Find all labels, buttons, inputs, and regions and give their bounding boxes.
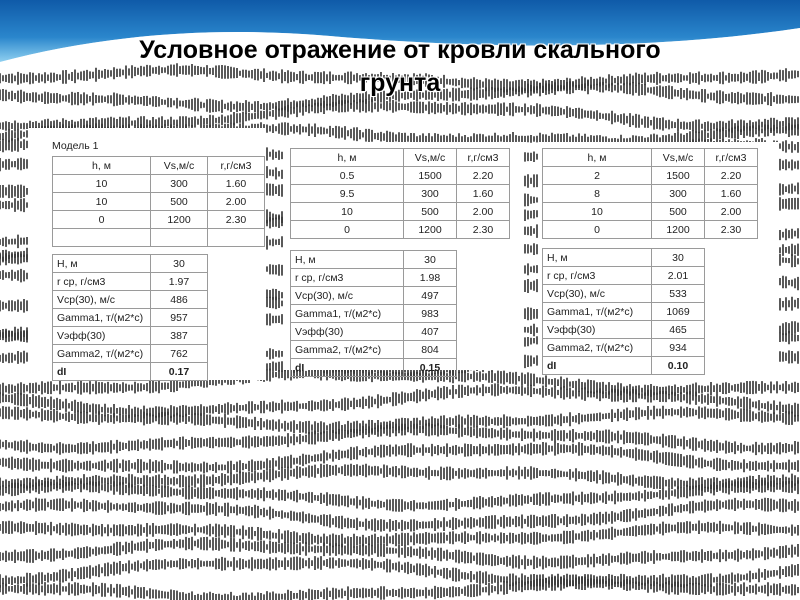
table-row bbox=[291, 305, 457, 323]
title-line-2: грунта bbox=[359, 69, 441, 97]
header-cell: h, м bbox=[53, 157, 151, 175]
table-row bbox=[543, 267, 705, 285]
header-cell: Vs,м/с bbox=[151, 157, 208, 175]
header-cell: r,г/см3 bbox=[208, 157, 265, 175]
param-value: 30 bbox=[404, 251, 457, 269]
param-value: 533 bbox=[652, 285, 705, 303]
table-row bbox=[291, 269, 457, 287]
param-label: Gamma1, т/(м2*с) bbox=[543, 303, 652, 321]
model-label: Модель 1 bbox=[52, 140, 99, 152]
table-row bbox=[543, 285, 705, 303]
table-row bbox=[53, 345, 208, 363]
table-cell: 9.5 bbox=[291, 185, 404, 203]
table-row bbox=[543, 167, 758, 185]
table-row bbox=[53, 309, 208, 327]
table-row bbox=[53, 193, 265, 211]
param-label: r ср, г/см3 bbox=[53, 273, 151, 291]
param-value: 934 bbox=[652, 339, 705, 357]
param-value: 486 bbox=[151, 291, 208, 309]
table-row bbox=[543, 303, 705, 321]
param-value: 387 bbox=[151, 327, 208, 345]
table-row bbox=[291, 185, 510, 203]
param-value: 0.15 bbox=[404, 359, 457, 377]
param-label: dI bbox=[291, 359, 404, 377]
table-row bbox=[543, 357, 705, 375]
table-row bbox=[291, 251, 457, 269]
header-cell: h, м bbox=[543, 149, 652, 167]
param-label: H, м bbox=[543, 249, 652, 267]
table-header-row bbox=[543, 149, 758, 167]
param-label: Vэфф(30) bbox=[53, 327, 151, 345]
table-row bbox=[291, 359, 457, 377]
param-label: Gamma1, т/(м2*с) bbox=[291, 305, 404, 323]
param-value: 497 bbox=[404, 287, 457, 305]
params-table bbox=[542, 248, 705, 375]
param-label: Gamma1, т/(м2*с) bbox=[53, 309, 151, 327]
layers-table bbox=[290, 148, 510, 239]
table-header-row bbox=[53, 157, 265, 175]
table-row bbox=[543, 249, 705, 267]
layers-table bbox=[52, 156, 265, 247]
table-cell: 8 bbox=[543, 185, 652, 203]
param-label: Gamma2, т/(м2*с) bbox=[543, 339, 652, 357]
params-table bbox=[290, 250, 457, 377]
param-label: Vэфф(30) bbox=[543, 321, 652, 339]
param-value: 407 bbox=[404, 323, 457, 341]
param-value: 2.01 bbox=[652, 267, 705, 285]
table-cell: 500 bbox=[404, 203, 457, 221]
table-cell: 0 bbox=[53, 211, 151, 229]
table-cell: 1200 bbox=[404, 221, 457, 239]
table-row bbox=[291, 323, 457, 341]
header-cell: Vs,м/с bbox=[652, 149, 705, 167]
table-cell: 10 bbox=[543, 203, 652, 221]
header-cell: h, м bbox=[291, 149, 404, 167]
table-row bbox=[543, 321, 705, 339]
table-cell: 1200 bbox=[652, 221, 705, 239]
table-row bbox=[291, 203, 510, 221]
param-value: 30 bbox=[151, 255, 208, 273]
spreadsheet-model-3 bbox=[538, 142, 778, 370]
table-row bbox=[53, 291, 208, 309]
layers-table bbox=[542, 148, 758, 239]
param-value: 957 bbox=[151, 309, 208, 327]
param-value: 0.10 bbox=[652, 357, 705, 375]
table-row bbox=[291, 221, 510, 239]
param-label: Gamma2, т/(м2*с) bbox=[53, 345, 151, 363]
table-row bbox=[291, 341, 457, 359]
table-cell: 300 bbox=[652, 185, 705, 203]
table-cell: 1.60 bbox=[457, 185, 510, 203]
table-cell: 0 bbox=[291, 221, 404, 239]
table-cell: 2.30 bbox=[705, 221, 758, 239]
param-label: dI bbox=[53, 363, 151, 381]
table-cell: 2.00 bbox=[208, 193, 265, 211]
table-cell bbox=[53, 229, 151, 247]
param-label: r ср, г/см3 bbox=[543, 267, 652, 285]
table-row bbox=[543, 339, 705, 357]
header-cell: r,г/см3 bbox=[705, 149, 758, 167]
param-label: Gamma2, т/(м2*с) bbox=[291, 341, 404, 359]
spreadsheet-model-1 bbox=[28, 128, 265, 380]
param-value: 30 bbox=[652, 249, 705, 267]
param-value: 804 bbox=[404, 341, 457, 359]
param-label: H, м bbox=[53, 255, 151, 273]
table-cell: 300 bbox=[151, 175, 208, 193]
param-label: r ср, г/см3 bbox=[291, 269, 404, 287]
table-row bbox=[53, 211, 265, 229]
param-label: Vср(30), м/с bbox=[291, 287, 404, 305]
table-cell: 1500 bbox=[652, 167, 705, 185]
table-row bbox=[53, 255, 208, 273]
param-value: 465 bbox=[652, 321, 705, 339]
table-cell: 2 bbox=[543, 167, 652, 185]
spreadsheet-model-2 bbox=[284, 142, 524, 374]
table-cell: 300 bbox=[404, 185, 457, 203]
table-cell: 2.00 bbox=[705, 203, 758, 221]
param-label: H, м bbox=[291, 251, 404, 269]
param-label: Vср(30), м/с bbox=[543, 285, 652, 303]
table-cell: 1200 bbox=[151, 211, 208, 229]
table-cell: 2.20 bbox=[457, 167, 510, 185]
table-cell: 0.5 bbox=[291, 167, 404, 185]
table-row bbox=[53, 229, 265, 247]
param-value: 1069 bbox=[652, 303, 705, 321]
params-table bbox=[52, 254, 208, 381]
table-header-row bbox=[291, 149, 510, 167]
table-cell: 500 bbox=[652, 203, 705, 221]
table-cell: 2.30 bbox=[208, 211, 265, 229]
table-row bbox=[53, 175, 265, 193]
param-value: 1.97 bbox=[151, 273, 208, 291]
table-row bbox=[543, 221, 758, 239]
table-cell: 2.30 bbox=[457, 221, 510, 239]
header-cell: Vs,м/с bbox=[404, 149, 457, 167]
param-label: Vэфф(30) bbox=[291, 323, 404, 341]
table-cell: 2.20 bbox=[705, 167, 758, 185]
table-cell: 0 bbox=[543, 221, 652, 239]
header-cell: r,г/см3 bbox=[457, 149, 510, 167]
table-cell: 1.60 bbox=[705, 185, 758, 203]
table-cell: 1500 bbox=[404, 167, 457, 185]
table-cell: 10 bbox=[291, 203, 404, 221]
param-value: 0.17 bbox=[151, 363, 208, 381]
title-line-1: Условное отражение от кровли скального bbox=[139, 36, 661, 64]
table-row bbox=[53, 273, 208, 291]
table-row bbox=[291, 287, 457, 305]
param-value: 762 bbox=[151, 345, 208, 363]
table-row bbox=[53, 327, 208, 345]
table-row bbox=[543, 185, 758, 203]
param-label: dI bbox=[543, 357, 652, 375]
table-cell bbox=[208, 229, 265, 247]
slide-title bbox=[0, 34, 800, 100]
table-cell: 10 bbox=[53, 193, 151, 211]
table-cell: 1.60 bbox=[208, 175, 265, 193]
table-row bbox=[291, 167, 510, 185]
table-row bbox=[53, 363, 208, 381]
table-cell: 10 bbox=[53, 175, 151, 193]
table-cell: 2.00 bbox=[457, 203, 510, 221]
param-value: 983 bbox=[404, 305, 457, 323]
table-cell: 500 bbox=[151, 193, 208, 211]
table-cell bbox=[151, 229, 208, 247]
param-label: Vср(30), м/с bbox=[53, 291, 151, 309]
param-value: 1.98 bbox=[404, 269, 457, 287]
table-row bbox=[543, 203, 758, 221]
